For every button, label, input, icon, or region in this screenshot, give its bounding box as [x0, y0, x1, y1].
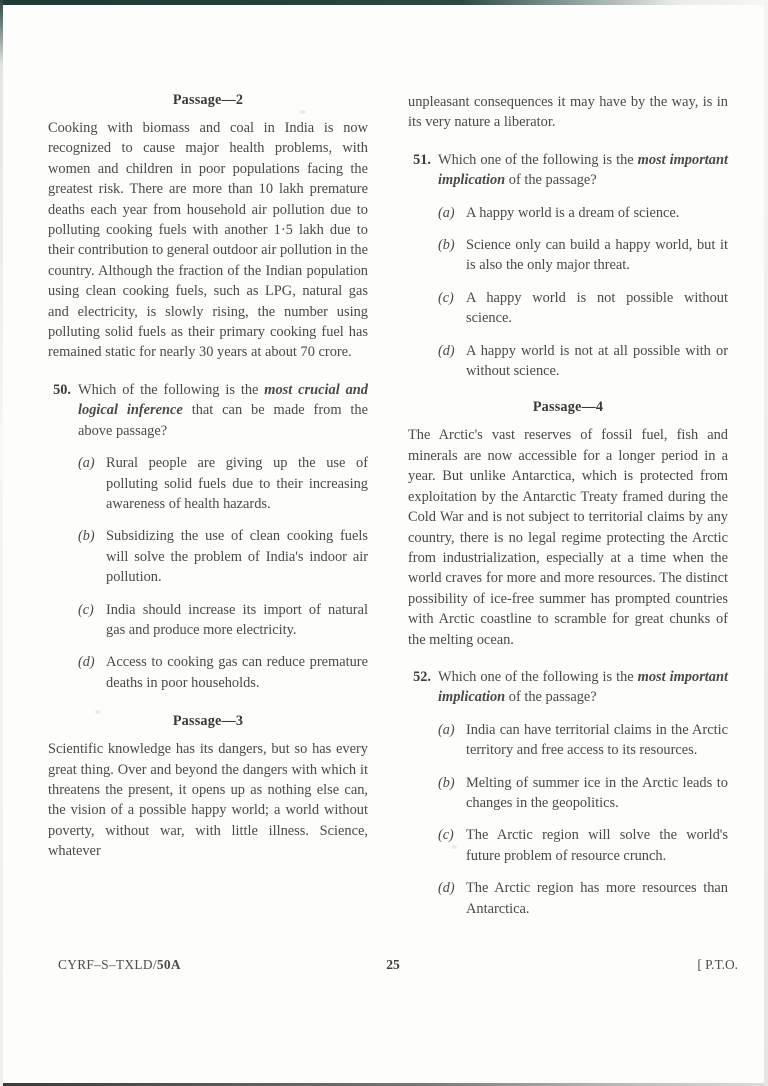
passage-4-text: The Arctic's vast reserves of fossil fuel, fish and minerals are now accessible for a longer period in a year. But unlike Antarctica, which is protected from exploitation by the Antarctic Treaty framed during the Cold War and is not subject to territorial claims by any country, there is no legal regime protecting the Arctic from industrialization, especially at a time when the world craves for more and more resources. The distinct possibility of ice-free summer has prompted countries with Arctic coastline to scramble for great chunks of the melting ocean. [408, 427, 728, 648]
passage-4-heading: Passage—4 [532, 399, 604, 416]
question-51-options [408, 203, 728, 382]
option-label: (c) [438, 827, 454, 844]
question-52-stem [438, 667, 728, 708]
option-label: (a) [78, 455, 95, 472]
question-50-stem-part1: Which of the following is the [78, 381, 265, 398]
option-label: (c) [438, 289, 454, 306]
option-item[interactable] [438, 825, 728, 866]
passage-3-text: Scientific knowledge has its dangers, but so has every great thing. Over and beyond the dangers with which it threatens the present, it opens up as nothing else can, the vision of a possible happy world; a world without poverty, without war, with little illness. Science, whatever [48, 741, 368, 860]
passage-4-block [408, 399, 728, 649]
option-label: (d) [438, 342, 455, 359]
page-content [48, 92, 728, 942]
option-label: (c) [78, 601, 94, 618]
option-text: A happy world is a dream of science. [466, 204, 680, 221]
option-item[interactable] [438, 341, 728, 382]
option-label: (a) [438, 721, 455, 738]
question-50 [48, 380, 368, 441]
passage-2-text: Cooking with biomass and coal in India is now recognized to cause major health problems, with women and children in poor populations facing the greatest risk. There are more than 10 lakh premature deaths each year from household air pollution due to polluting cooking fuels with another 1·5 lakh due to their contribution to general outdoor air pollution in the country. Although the fraction of the Indian population using clean cooking fuels, such as LPG, natural gas and electricity, is slowly rising, the number using polluting solid fuels as their primary cooking fuel has remained static for nearly 30 years at about 70 crore. [48, 120, 368, 361]
option-text: A happy world is not at all possible with or without science. [466, 342, 728, 380]
option-text: The Arctic region will solve the world's future problem of resource crunch. [466, 827, 728, 864]
pto-note: [ P.T.O. [697, 957, 738, 972]
question-50-number: 50. [53, 381, 71, 398]
option-label: (b) [438, 774, 455, 791]
option-text: Rural people are giving up the use of polluting solid fuels due to their increasing awareness of health hazards. [106, 455, 368, 512]
left-column [48, 92, 368, 919]
paper-code-suffix: 50A [156, 957, 181, 972]
option-label: (d) [78, 654, 95, 671]
option-item[interactable] [438, 878, 728, 919]
option-text: The Arctic region has more resources than Antarctica. [466, 880, 728, 917]
question-52 [408, 667, 728, 708]
option-item[interactable] [438, 235, 728, 276]
right-column [408, 92, 728, 919]
question-51-stem-part1: Which one of the following is the [438, 151, 638, 168]
option-label: (b) [438, 237, 455, 254]
option-text: Melting of summer ice in the Arctic leads to changes in the geopolitics. [466, 774, 728, 811]
option-text: Subsidizing the use of clean cooking fuels will solve the problem of India's indoor air pollution. [106, 528, 368, 586]
passage-3-block [48, 713, 368, 861]
question-51-number: 51. [413, 151, 431, 168]
question-51-stem [438, 150, 728, 191]
option-text: Science only can build a happy world, but it is also the only major threat. [466, 237, 728, 274]
option-label: (b) [78, 528, 95, 545]
option-text: India should increase its import of natural gas and produce more electricity. [106, 601, 368, 638]
option-item[interactable] [438, 288, 728, 329]
option-item[interactable] [438, 720, 728, 761]
question-50-stem-emphasis: most crucial and logical inference [78, 381, 368, 419]
option-item[interactable] [438, 773, 728, 814]
question-52-number: 52. [413, 668, 431, 685]
question-50-stem-part2: that can be made from the above passage? [78, 402, 369, 439]
question-51-stem-emphasis: most important implication [438, 151, 728, 189]
option-item[interactable] [78, 652, 368, 693]
option-label: (d) [438, 880, 455, 897]
option-item[interactable] [78, 526, 368, 587]
two-column-body [48, 92, 728, 919]
scan-edge-right [764, 0, 768, 1086]
option-text: India can have territorial claims in the Arctic territory and free access to its resources. [466, 721, 728, 759]
option-label: (a) [438, 204, 455, 221]
question-50-stem [78, 380, 368, 441]
option-item[interactable] [438, 203, 728, 223]
paper-code-prefix: CYRF–S–TXLD/ [58, 957, 157, 972]
question-52-stem-part1: Which one of the following is the [438, 668, 638, 685]
passage-3-continued-text: unpleasant consequences it may have by the way, is in its very nature a liberator. [408, 94, 728, 131]
option-item[interactable] [78, 453, 368, 514]
page-number: 25 [386, 957, 400, 972]
passage-2-heading: Passage—2 [172, 92, 244, 108]
option-item[interactable] [78, 600, 368, 641]
question-51-stem-part2: of the passage? [505, 172, 597, 189]
page-footer [48, 957, 738, 983]
option-text: Access to cooking gas can reduce premature deaths in poor households. [106, 654, 368, 691]
option-text: A happy world is not possible without science. [466, 289, 728, 327]
question-51 [408, 150, 728, 191]
question-52-stem-emphasis: most important implication [438, 668, 728, 706]
question-52-stem-part2: of the passage? [505, 689, 597, 706]
passage-3-heading: Passage—3 [172, 713, 244, 730]
scan-edge-top [0, 0, 768, 5]
scan-edge-left [0, 0, 3, 1086]
question-52-options [408, 720, 728, 919]
question-50-options [48, 453, 368, 693]
